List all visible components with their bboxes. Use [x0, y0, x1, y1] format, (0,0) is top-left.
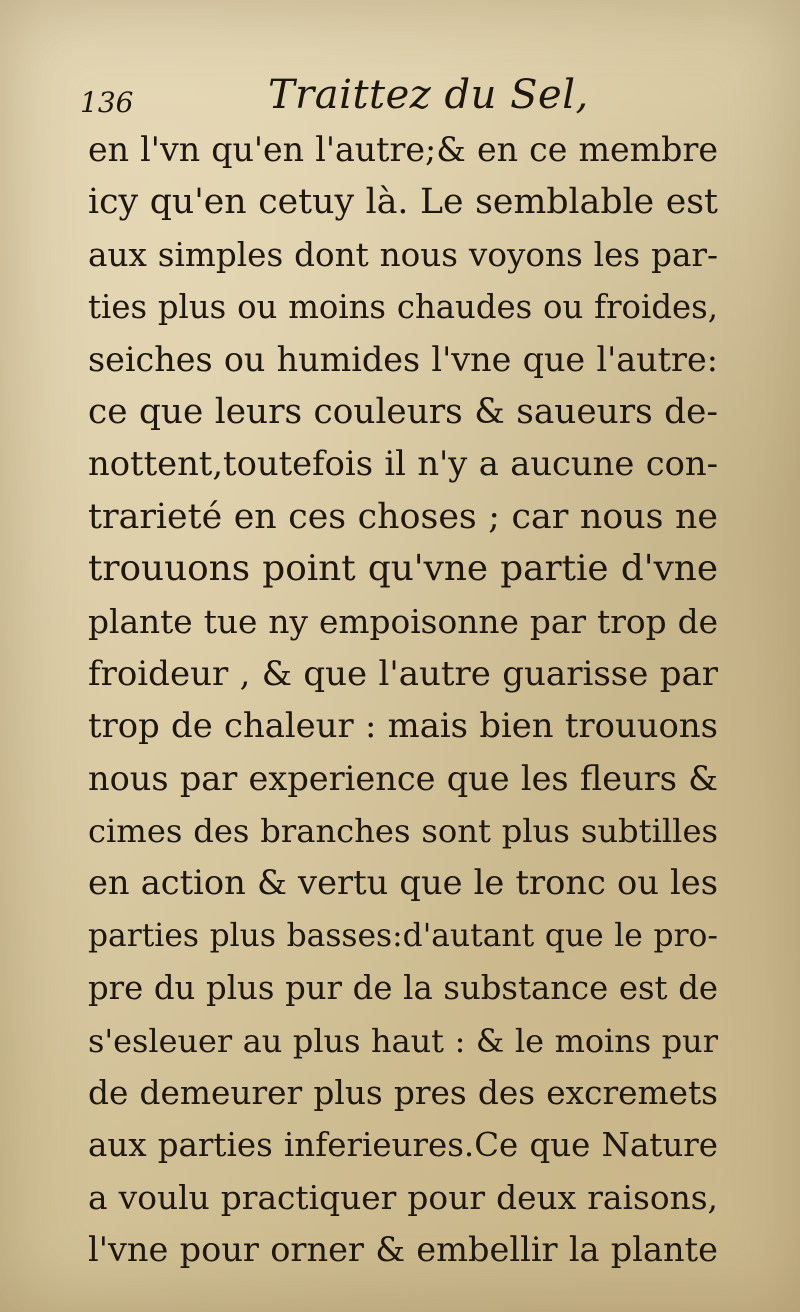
text-line: aux parties inferieures.Ce que Nature	[88, 1126, 718, 1165]
page-number: 136	[80, 86, 134, 119]
text-line: froideur , & que l'autre guarisse par	[88, 653, 718, 694]
text-line: nous par experience que les fleurs &	[88, 758, 718, 798]
text-line: seiches ou humides l'vne que l'autre:	[88, 339, 718, 379]
text-line: trarieté en ces choses ; car nous ne	[88, 496, 718, 537]
text-line: s'esleuer au plus haut : & le moins pur	[88, 1021, 718, 1060]
text-line: de demeurer plus pres des excremets	[88, 1074, 718, 1113]
running-head: Traittez du Sel,	[268, 72, 589, 118]
body-text	[88, 124, 718, 1277]
text-line: ce que leurs couleurs & saueurs de-	[88, 391, 718, 432]
text-line: a voulu practiquer pour deux raisons,	[88, 1178, 718, 1217]
text-line: icy qu'en cetuy là. Le semblable est	[88, 182, 718, 223]
text-line: ties plus ou moins chaudes ou froides,	[88, 288, 718, 327]
text-line: trop de chaleur : mais bien trouuons	[88, 706, 718, 746]
text-line: trouuons point qu'vne partie d'vne	[88, 548, 718, 590]
text-line: cimes des branches sont plus subtilles	[88, 812, 718, 851]
text-line: aux simples dont nous voyons les par-	[88, 235, 718, 274]
text-line: l'vne pour orner & embellir la plante	[88, 1230, 718, 1270]
text-line: en l'vn qu'en l'autre;& en ce membre	[88, 130, 718, 169]
text-line: parties plus basses:d'autant que le pro-	[88, 917, 718, 954]
text-line: plante tue ny empoisonne par trop de	[88, 602, 718, 641]
text-line: en action & vertu que le tronc ou les	[88, 863, 718, 903]
text-line: nottent,toutefois il n'y a aucune con-	[88, 444, 718, 484]
text-line: pre du plus pur de la substance est de	[88, 969, 718, 1008]
page-header	[80, 72, 720, 122]
